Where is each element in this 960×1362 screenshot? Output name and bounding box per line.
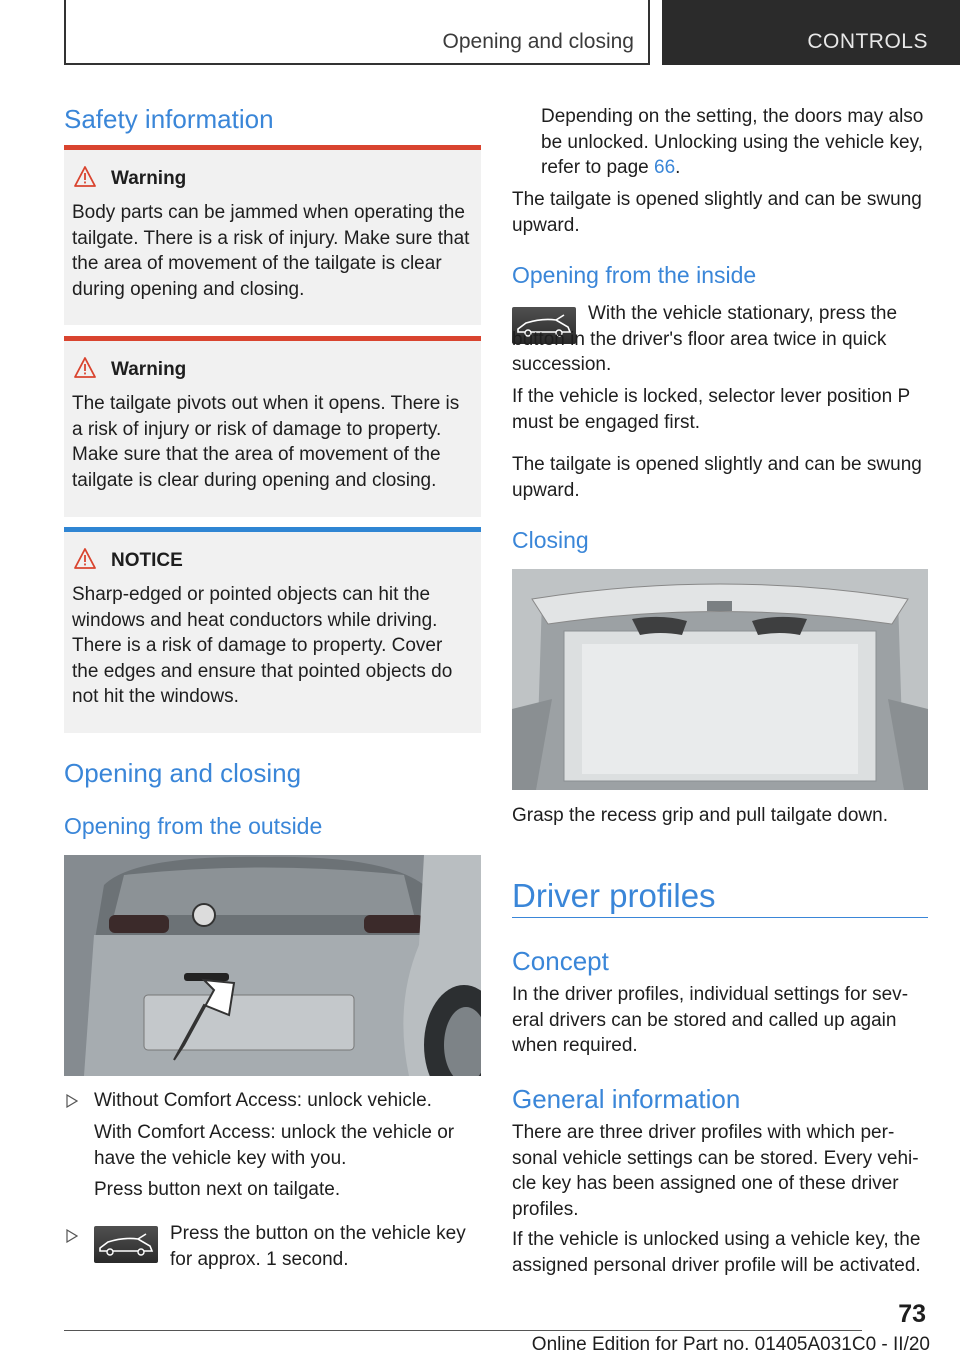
outside-heading: Opening from the outside: [64, 813, 323, 839]
doors-unlock-text: Depending on the setting, the doors may also be unlocked. Unlocking using the vehicle key, refer to page 66.: [541, 106, 924, 178]
warning-triangle-icon: [74, 166, 96, 187]
bullet-1-para-3: Press button next on tailgate.: [94, 1179, 341, 1200]
warning-title: Warning: [111, 359, 187, 380]
closing-heading: Closing: [512, 527, 589, 553]
safety-heading: Safety information: [64, 104, 274, 134]
warning-box-2: [64, 336, 481, 517]
bullet-1-para-2: With Comfort Access: unlock the vehicle or have the vehicle key with you.: [94, 1122, 455, 1169]
page-number: 73: [898, 1300, 926, 1328]
swung-text-2: The tailgate is opened slightly and can be swung upward.: [512, 454, 922, 501]
rear-car-photo: [64, 855, 481, 1076]
page-reference-link[interactable]: 66: [654, 157, 676, 178]
bullet-1-text: Without Comfort Access: unlock vehicle.: [94, 1090, 432, 1111]
header-section-tab: [64, 0, 650, 65]
warning-title: Warning: [111, 168, 187, 189]
swung-text: The tailgate is opened slightly and can be swung upward.: [512, 189, 922, 236]
tailgate-key-icon: [94, 1226, 158, 1263]
triangle-bullet-icon: [66, 1229, 78, 1243]
opening-closing-heading: Opening and closing: [64, 758, 302, 788]
warning-text: Body parts can be jammed when operating the tailgate. There is a risk of injury. Make sure that the area of movement of the tailgate is clear during opening and closing.: [72, 202, 470, 300]
notice-box: [64, 527, 481, 733]
inside-text: With the vehicle stationary, press the button in the driver's floor area twice in quick succession.: [512, 303, 898, 375]
general-info-text: There are three driver profiles with which personal vehicle settings can be stored. Every vehicle key has been assigned one of these driver profiles.: [512, 1122, 919, 1220]
footer-edition: Online Edition for Part no. 01405A031C0 - II/20: [531, 1334, 930, 1355]
concept-text: In the driver profiles, individual settings for several drivers can be stored and called up again when required.: [512, 984, 909, 1056]
notice-text: Sharp-edged or pointed objects can hit the windows and heat conductors while driving. There is a risk of damage to property. Cover the edges and ensure that pointed objects do not hit the windows.: [72, 584, 453, 707]
footer-divider: [64, 1330, 862, 1331]
header-chapter-tab: [662, 0, 960, 65]
concept-heading: Concept: [512, 946, 609, 976]
unlocked-profile-text: If the vehicle is unlocked using a vehicle key, the assigned personal driver profile will be activated.: [512, 1229, 921, 1276]
driver-profiles-heading: Driver profiles: [512, 877, 716, 914]
inside-heading: Opening from the inside: [512, 262, 757, 288]
open-tailgate-photo: [512, 569, 928, 790]
general-info-heading: General information: [512, 1084, 741, 1114]
heading-underline: [512, 917, 928, 918]
header-section-title: Opening and closing: [442, 30, 634, 53]
warning-triangle-icon: [74, 548, 96, 569]
closing-text: Grasp the recess grip and pull tailgate down.: [512, 805, 888, 826]
warning-text: The tailgate pivots out when it opens. There is a risk of injury or risk of damage to property. Make sure that the area of movement of the tailgate is clear during opening and closing.: [72, 393, 460, 491]
locked-text: If the vehicle is locked, selector lever position P must be engaged first.: [512, 386, 910, 433]
header-chapter-title: CONTROLS: [807, 30, 928, 53]
notice-title: NOTICE: [111, 550, 183, 571]
triangle-bullet-icon: [66, 1094, 78, 1108]
bullet-2-text: Press the button on the vehicle key for approx. 1 second.: [170, 1223, 466, 1270]
warning-box-1: [64, 145, 481, 325]
warning-triangle-icon: [74, 357, 96, 378]
